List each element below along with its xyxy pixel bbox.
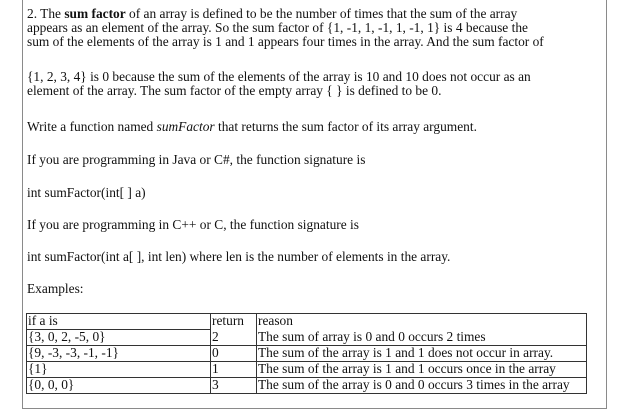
cell-return: 0 (211, 346, 257, 362)
table-row (27, 378, 587, 394)
function-name: sumFactor (156, 119, 215, 134)
problem-line-5: element of the array. The sum factor of the empty array { } is defined to be 0. (27, 83, 442, 98)
cell-return: 1 (211, 362, 257, 378)
cell-input: {9, -3, -3, -1, -1} (27, 346, 211, 362)
cell-reason: The sum of the array is 0 and 0 occurs 3 times in the array (257, 378, 587, 394)
problem-line-2: appears as an element of the array. So the sum factor of {1, -1, 1, -1, 1, -1, 1} is 4 because the (27, 20, 528, 35)
header-input: if a is (27, 314, 211, 330)
cell-reason: The sum of the array is 1 and 1 occurs once in the array (257, 362, 587, 378)
cell-reason: The sum of array is 0 and 0 occurs 2 times (257, 330, 587, 346)
header-reason: reason (257, 314, 587, 330)
cell-reason: The sum of the array is 1 and 1 does not occur in array. (257, 346, 587, 362)
cell-return: 2 (211, 330, 257, 346)
write-instruction: Write a function named sumFactor that returns the sum factor of its array argument. (27, 119, 477, 134)
cell-input: {3, 0, 2, -5, 0} (27, 330, 211, 346)
cell-input: {0, 0, 0} (27, 378, 211, 394)
examples-table (26, 313, 587, 394)
table-row (27, 346, 587, 362)
c-intro: If you are programming in C++ or C, the function signature is (27, 217, 359, 232)
table-row (27, 362, 587, 378)
table-row (27, 330, 587, 346)
problem-line-1: 2. The sum factor of an array is defined to be the number of times that the sum of the array (27, 6, 518, 21)
cell-input: {1} (27, 362, 211, 378)
sum-factor-term: sum factor (64, 6, 126, 21)
java-signature: int sumFactor(int[ ] a) (27, 185, 146, 200)
table-header-row (27, 314, 587, 330)
problem-line-3: sum of the elements of the array is 1 and 1 appears four times in the array. And the sum factor of (27, 34, 544, 49)
header-return: return (211, 314, 257, 330)
cell-return: 3 (211, 378, 257, 394)
problem-line-4: {1, 2, 3, 4} is 0 because the sum of the elements of the array is 10 and 10 does not occur as an (27, 69, 531, 84)
c-signature: int sumFactor(int a[ ], int len) where len is the number of elements in the array. (27, 249, 451, 264)
java-intro: If you are programming in Java or C#, the function signature is (27, 152, 366, 167)
examples-label: Examples: (27, 281, 84, 296)
